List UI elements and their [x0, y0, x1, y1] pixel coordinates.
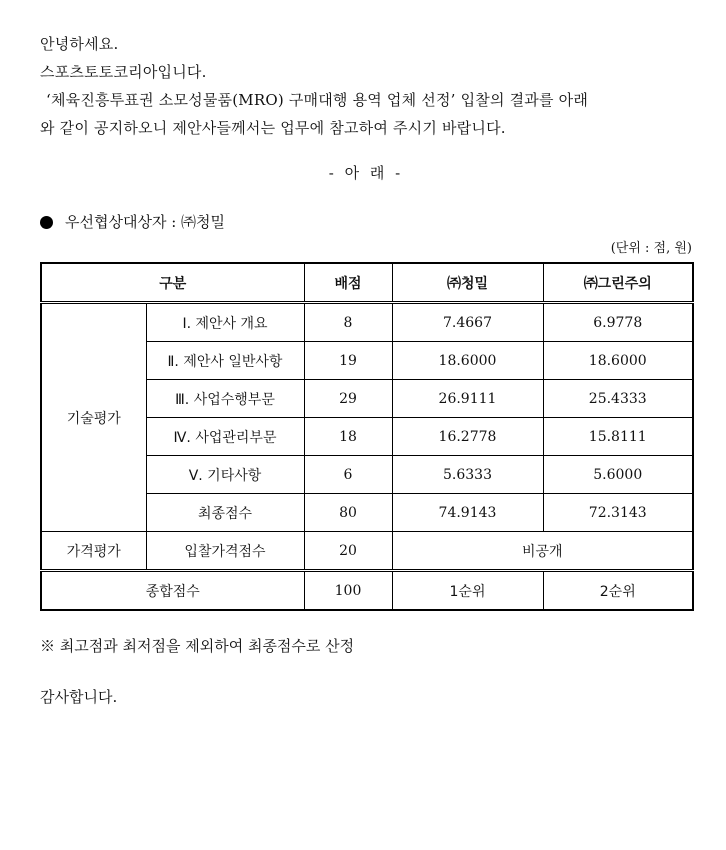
section-marker: - 아 래 -	[328, 164, 404, 182]
header-company-a: ㈜청밀	[392, 263, 543, 303]
total-rank-a: 1순위	[392, 571, 543, 611]
preferred-negotiator-text: 우선협상대상자 : ㈜청밀	[65, 213, 226, 231]
row-points: 8	[304, 303, 392, 342]
row-item: 입찰가격점수	[146, 532, 304, 571]
bullet-icon	[40, 216, 53, 229]
row-points: 29	[304, 380, 392, 418]
row-points: 19	[304, 342, 392, 380]
company-intro-text: 스포츠토토코리아입니다.	[40, 63, 207, 81]
closing-text: 감사합니다.	[40, 688, 118, 706]
row-score-b: 15.8111	[543, 418, 693, 456]
total-row	[41, 571, 693, 611]
total-points: 100	[304, 571, 392, 611]
row-points: 6	[304, 456, 392, 494]
table-header-row	[41, 263, 693, 303]
row-item: Ⅴ. 기타사항	[146, 456, 304, 494]
row-item: Ⅳ. 사업관리부문	[146, 418, 304, 456]
row-score-a: 26.9111	[392, 380, 543, 418]
row-score-b: 18.6000	[543, 342, 693, 380]
row-points: 80	[304, 494, 392, 532]
row-score-a: 18.6000	[392, 342, 543, 380]
table-row	[41, 532, 693, 571]
evaluation-results-table	[40, 262, 694, 611]
footnote-text: ※ 최고점과 최저점을 제외하여 최종점수로 산정	[40, 637, 355, 655]
price-eval-group-label: 가격평가	[41, 532, 146, 571]
row-points: 18	[304, 418, 392, 456]
row-score-b: 6.9778	[543, 303, 693, 342]
header-category: 구분	[41, 263, 304, 303]
row-score-a: 5.6333	[392, 456, 543, 494]
total-label: 종합점수	[41, 571, 304, 611]
unit-note: (단위 : 점, 원)	[610, 241, 692, 256]
row-score-a: 16.2778	[392, 418, 543, 456]
greeting-text: 안녕하세요.	[40, 35, 119, 53]
row-item: Ⅱ. 제안사 일반사항	[146, 342, 304, 380]
total-rank-b: 2순위	[543, 571, 693, 611]
announcement-document	[40, 30, 692, 707]
row-score-b: 5.6000	[543, 456, 693, 494]
row-item: Ⅲ. 사업수행부문	[146, 380, 304, 418]
table-row	[41, 303, 693, 342]
header-points: 배점	[304, 263, 392, 303]
announcement-paragraph-line-2: 와 같이 공지하오니 제안사들께서는 업무에 참고하여 주시기 바랍니다.	[40, 119, 506, 137]
row-item: 최종점수	[146, 494, 304, 532]
price-score-undisclosed: 비공개	[392, 532, 693, 571]
row-score-a: 74.9143	[392, 494, 543, 532]
row-item: Ⅰ. 제안사 개요	[146, 303, 304, 342]
row-score-b: 25.4333	[543, 380, 693, 418]
preferred-negotiator	[40, 211, 692, 233]
header-company-b: ㈜그린주의	[543, 263, 693, 303]
row-points: 20	[304, 532, 392, 571]
row-score-b: 72.3143	[543, 494, 693, 532]
announcement-paragraph-line-1: ‘체육진흥투표권 소모성물품(MRO) 구매대행 용역 업체 선정’ 입찰의 결과를 아래	[46, 91, 589, 109]
row-score-a: 7.4667	[392, 303, 543, 342]
tech-eval-group-label: 기술평가	[41, 303, 146, 532]
